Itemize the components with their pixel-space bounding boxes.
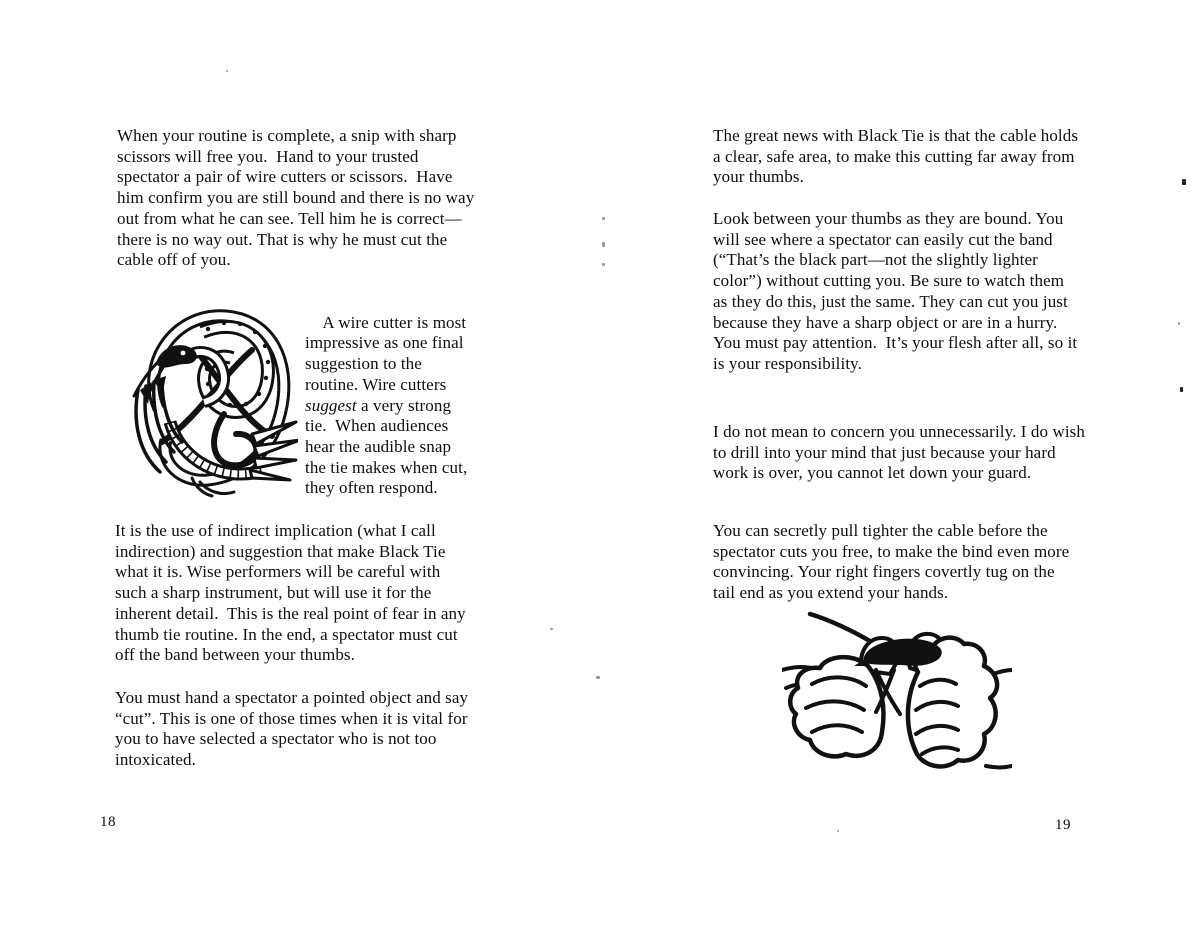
scan-speck [602, 217, 605, 220]
left-paragraph-2-text-after: a very strong tie. When audiences hear the audible snap the tie makes when cut, they often respond. [305, 395, 472, 498]
celtic-bird-illustration [104, 294, 298, 504]
scan-speck [602, 242, 605, 247]
left-paragraph-2 [305, 292, 475, 520]
left-paragraph-1: When your routine is complete, a snip with sharp scissors will free you. Hand to your trusted spectator a pair of wire cutters or scissors. Have him confirm you are still bound and there is no way out from what he can see. Tell him he is correct—there is no way out. That is why he must cut the cable off of you. [117, 126, 479, 270]
scan-speck [226, 70, 228, 72]
right-paragraph-1: The great news with Black Tie is that the cable holds a clear, safe area, to make this cutting far away from your thumbs. [713, 126, 1083, 187]
bound-fists-icon [782, 608, 1012, 794]
scan-speck [596, 676, 600, 679]
scan-speck [550, 628, 553, 630]
left-paragraph-2-italic-word: suggest [305, 395, 357, 415]
scan-speck [837, 830, 839, 832]
right-page-number: 19 [1055, 817, 1071, 833]
left-paragraph-4: You must hand a spectator a pointed object and say “cut”. This is one of those times when it is vital for you to have selected a spectator who is not too intoxicated. [115, 688, 473, 770]
bound-fists-illustration [782, 608, 1012, 794]
left-paragraph-2-text: A wire cutter is most impressive as one final suggestion to the routine. Wire cutters [305, 312, 471, 394]
scan-speck [1180, 387, 1183, 392]
left-paragraph-3: It is the use of indirect implication (what I call indirection) and suggestion that make Black Tie what it is. Wise performers will be careful with such a sharp instrument, but will use it for the inherent detail. This is the real point of fear in any thumb tie routine. In the end, a spectator must cut off the band between your thumbs. [115, 521, 471, 665]
scan-speck [1182, 179, 1186, 185]
scan-speck [602, 263, 605, 266]
left-page-number: 18 [100, 814, 116, 830]
right-paragraph-2: Look between your thumbs as they are bound. You will see where a spectator can easily cut the band (“That’s the black part—not the slightly lighter color”) without cutting you. Be sure to watch them as they do this, just the same. They can cut you just because they have a sharp object or are in a hurry. You must pay attention. It’s your flesh after all, so it is your responsibility. [713, 209, 1082, 373]
right-paragraph-3: I do not mean to concern you unnecessarily. I do wish to drill into your mind that just because your hard work is over, you cannot let down your guard. [713, 422, 1090, 483]
right-paragraph-4: You can secretly pull tighter the cable before the spectator cuts you free, to make the bind even more convincing. Your right fingers covertly tug on the tail end as you extend your hands. [713, 521, 1074, 603]
scan-speck [1178, 322, 1180, 325]
celtic-bird-icon [104, 294, 298, 504]
